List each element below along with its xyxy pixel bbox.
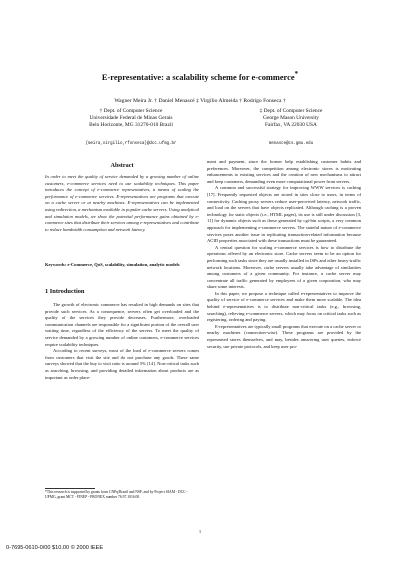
affiliation-address: Belo Horizonte, MG 31270-010 Brazil [89, 121, 173, 128]
keywords [45, 262, 199, 269]
paragraph: According to recent surveys, most of the load of e-commerce servers comes from customers that visit the site and do not purchase any goods. These same surveys showed that the buy to visit ratio is around 5% [14]. Non-critical tasks such as searching, browsing, and providing detailed information about products are as important as order place- [45, 348, 199, 380]
paragraph: The growth of electronic commerce has resulted in high demands on sites that provide such services. As a consequence, servers often get overloaded and the quality of the services they provide decreases. Furthermore, overloaded communication channels are responsible for a significant portion of the overall user waiting time, regardless of the efficiency of the servers. To meet the quality of service demanded by a growing number of online customers, e-commerce services require scalability techniques. [45, 302, 199, 347]
affiliation-dept: ‡ Dept. of Computer Science [259, 108, 323, 114]
paragraph: A common and successful strategy for improving WWW services is caching [17]. Frequently requested objects are stored in sites close to users, in terms of connectivity. Caching proxy servers reduce user-perceived latency, network traffic, and load on the servers that have objects replicated. Although caching is a proven technology for static objects (i.e., HTML pages), its use is still under discussion [3, 11] for dynamic objects such as those generated by cgi-bin scripts, a very common approach for implementing e-commerce servers. The stateful nature of e-commerce services poses another issue in replicating transaction-related information because ACID properties associated with these transactions must be guaranteed. [207, 185, 361, 244]
abstract-text: In order to meet the quality of service demanded by a growing number of online customers, e-commerce services need to use scalability techniques. This paper introduces the concept of e-commerce representatives, a means of scaling the performance of e-commerce services. E-representatives are programs that execute on a cache server or at nearby machines. E-representatives can be implemented using redirection, a mechanism available in popular cache servers. Using analytical and simulation models, we show the potential performance gains obtained by e-commerce sites that distribute their services among e-representatives and contribute to reduce bandwidth consumption and network latency. [45, 174, 199, 232]
paragraph: In this paper, we propose a technique called e-representatives to improve the quality of service of e-commerce services and make them more scalable. The idea behind e-representatives is to distribute non-critical tasks (e.g., browsing, searching), relieving e-commerce servers, which may focus on critical tasks such as registering, ordering and paying. [207, 290, 361, 323]
email-right: menasce@cs.gmu.edu [268, 142, 314, 146]
keywords-label: Keywords: [45, 262, 67, 267]
footnote: *This research is supported by grants from CNPq/Brazil and NSF, and by Project SIAM - DCC - UFMG, grant MCT - FINEP - PRONEX number 76.97.1016.00. [45, 490, 188, 499]
email-left: {meira,virgilio,rfonseca}@dcc.ufmg.br [85, 142, 177, 146]
page-number: 1 [198, 529, 202, 534]
affiliation-university: Universidade Federal de Minas Gerais [89, 114, 173, 121]
keywords-list: e-Commerce, QoS, scalability, simulation, analytic models [67, 262, 180, 267]
affiliation-right [236, 108, 346, 129]
affiliation-university: George Mason University [263, 114, 319, 121]
author-list: Wagner Meira Jr. † Daniel Menascé ‡ Virgílio Almeida † Rodrigo Fonseca † [114, 98, 286, 104]
copyright-line: 0-7695-0610-0/00 $10.00 © 2000 IEEE [6, 545, 104, 551]
affiliation-address: Fairfax, VA 22030 USA [265, 121, 317, 128]
title-footnote-mark: * [294, 70, 299, 78]
right-column-text [207, 159, 361, 350]
affiliation-dept: † Dept. of Computer Science [99, 108, 163, 114]
abstract-heading: Abstract [110, 162, 134, 169]
paragraph: A central question for scaling e-commerce services is how to distribute the operations offered by an electronic store. Cache servers seem to be an option for performing such tasks since they are usually installed in ISPs and other heavy-traffic network locations. Moreover, cache servers usually take advantage of similarities among customers of a given community. For instance, a cache server may concentrate all traffic generated by employees of a given corporation, who may share some interests. [207, 244, 361, 290]
paragraph: ment and payment, since the former help establishing customer habits and preferences. Moreover, the competition among electronic stores is motivating enhancements to existing services and the creation of new mechanisms to attract and keep customers, demanding even more computational power from servers. [207, 159, 361, 184]
affiliation-left [66, 108, 196, 129]
intro-text [45, 302, 199, 381]
paragraph: E-representatives are typically small programs that execute on a cache server or nearby machines (connection-wise). These programs are provided by the represented stores themselves, and may, besides answering user queries, enforce security, use private protocols, and keep user pro- [207, 323, 361, 349]
footnote-rule [45, 488, 95, 489]
paper-title: E-representative: a scalability scheme for e-commerce* [101, 70, 299, 82]
section-heading: 1 Introduction [45, 288, 85, 295]
